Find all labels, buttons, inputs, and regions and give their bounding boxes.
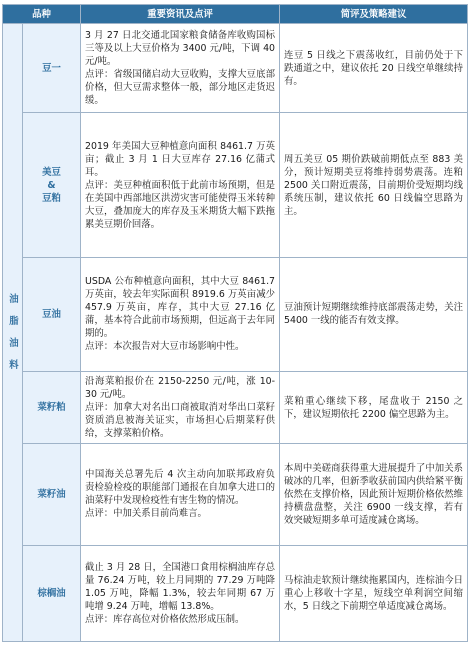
strategy-cell: 连豆 5 日线之下震荡收红，目前仍处于下跌通道之中，建议依托 20 日线空单继续持有。 [280,24,468,113]
variety-cell: 美豆 & 豆粕 [23,113,81,257]
strategy-cell: 菜粕重心继续下移，尾盘收于 2150 之下，建议短期依托 2200 偏空思路为主。 [280,372,468,444]
variety-cell: 菜籽粕 [23,372,81,444]
news-cell: 2019 年美国大豆种植意向面积 8461.7 万英亩；截止 3 月 1 日大豆库存 27.16 亿蒲式耳。 点评：美豆种植面积低于此前市场预期，但是在美国中西部地区洪涝灾害可能使得玉米转种大豆，叠加庞大的库存及玉米期货大幅下跌拖累美豆期价回落。 [81,113,280,257]
table-row [3,113,468,257]
table-row [3,444,468,545]
header-variety: 品种 [3,5,81,24]
variety-cell: 棕榈油 [23,545,81,641]
table-row [3,372,468,444]
news-cell: USDA 公布种植意向面积，其中大豆 8461.7 万英亩，较去年实际面积 8919.6 万英亩减少 457.9 万英亩，库存，其中大豆 27.16 亿蒲，基本符合此前市场预期，但远高于去年同期的。 点评：本次报告对大豆市场影响中性。 [81,257,280,371]
strategy-cell: 马棕油走软预计继续拖累国内，连棕油今日重心上移收十字星，短线空单利润空间缩水，5 日线之下前期空单适度减仓离场。 [280,545,468,641]
table-row [3,24,468,113]
news-cell: 中国海关总署先后 4 次主动向加联邦政府负责检验检疫的职能部门通报在自加拿大进口的油菜籽中发现检疫性有害生物的情况。 点评：中加关系目前尚难言。 [81,444,280,545]
table-header-row [3,5,468,24]
variety-cell: 豆一 [23,24,81,113]
news-cell: 截止 3 月 28 日，全国港口食用棕榈油库存总量 76.24 万吨，较上月同期的 77.29 万吨降 1.05 万吨，降幅 1.3%，较去年同期 67 万吨增 9.24 万吨，增幅 13.8%。 点评：库存高位对价格依然形成压制。 [81,545,280,641]
header-strategy: 简评及策略建议 [280,5,468,24]
news-cell: 3 月 27 日北交通北国家粮食储备库收购国标三等及以上大豆价格为 3400 元/吨，下调 40 元/吨。 点评：省级国储启动大豆收购，支撑大豆底部价格，但大豆需求整体一般，部分地区走货迟缓。 [81,24,280,113]
oilseeds-strategy-table [2,4,468,642]
strategy-cell: 本周中美磋商获得重大进展提升了中加关系破冰的几率，但新季收获前国内供给紧平衡依然在支撑价格，因此预计短期价格依然维持横盘盘整，关注 6900 一线支撑，若有效突破短期多单可适度减仓离场。 [280,444,468,545]
header-news: 重要资讯及点评 [81,5,280,24]
variety-cell: 豆油 [23,257,81,371]
table-row [3,257,468,371]
group-label-oils: 油脂油料 [3,24,23,642]
news-cell: 沿海菜粕报价在 2150-2250 元/吨，涨 10-30 元/吨。 点评：加拿大对名出口商被取消对华出口菜籽资质消息被海关证实，市场担心后期菜籽供给，支撑菜粕价格。 [81,372,280,444]
strategy-cell: 豆油预计短期继续维持底部震荡走势，关注 5400 一线的能否有效支撑。 [280,257,468,371]
table-row [3,545,468,641]
strategy-cell: 周五美豆 05 期价跌破前期低点至 883 美分，预计短期美豆将维持弱势震荡。连粕 2500 关口附近震荡，目前期价受短期均线系统压制，建议依托 60 日线偏空思路为主。 [280,113,468,257]
variety-cell: 菜籽油 [23,444,81,545]
